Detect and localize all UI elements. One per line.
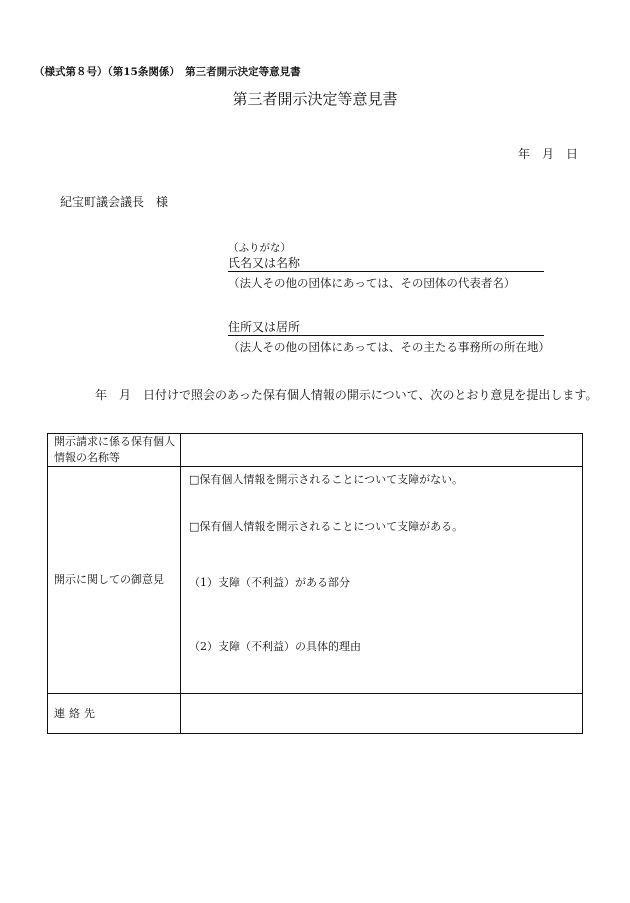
opinion-table — [47, 433, 583, 734]
info-name-label: 開示請求に係る保有個人情報の名称等 — [48, 434, 181, 467]
checkbox-objection[interactable]: □保有個人情報を開示されることについて支障がある。 — [189, 520, 464, 533]
addressee: 紀宝町議会議長 様 — [60, 195, 169, 209]
checkbox-no-objection[interactable]: □保有個人情報を開示されることについて支障がない。 — [189, 473, 464, 486]
statement-text: 年 月 日付けで照会のあった保有個人情報の開示について、次のとおり意見を提出します。 — [95, 388, 598, 402]
info-name-cell[interactable] — [181, 434, 583, 467]
name-note: （法人その他の団体にあっては、その団体の代表者名） — [228, 276, 516, 290]
objection-part-item: （1）支障（不利益）がある部分 — [189, 576, 350, 589]
name-field[interactable]: 氏名又は名称 — [228, 256, 544, 272]
date-line: 年 月 日 — [517, 147, 578, 161]
objection-reason-item: （2）支障（不利益）の具体的理由 — [189, 640, 361, 653]
contact-label: 連絡先 — [48, 694, 181, 734]
document-title: 第三者開示決定等意見書 — [232, 90, 398, 108]
opinion-cell[interactable] — [181, 467, 583, 694]
table-row — [48, 467, 583, 694]
form-number-header: （様式第８号）（第15条関係） 第三者開示決定等意見書 — [34, 66, 301, 78]
table-row — [48, 694, 583, 734]
table-row — [48, 434, 583, 467]
address-note: （法人その他の団体にあっては、その主たる事務所の所在地） — [228, 340, 550, 354]
contact-cell[interactable] — [181, 694, 583, 734]
address-field[interactable]: 住所又は居所 — [228, 320, 544, 336]
opinion-label: 開示に関しての御意見 — [48, 467, 181, 694]
furigana-label: （ふりがな） — [228, 242, 291, 254]
